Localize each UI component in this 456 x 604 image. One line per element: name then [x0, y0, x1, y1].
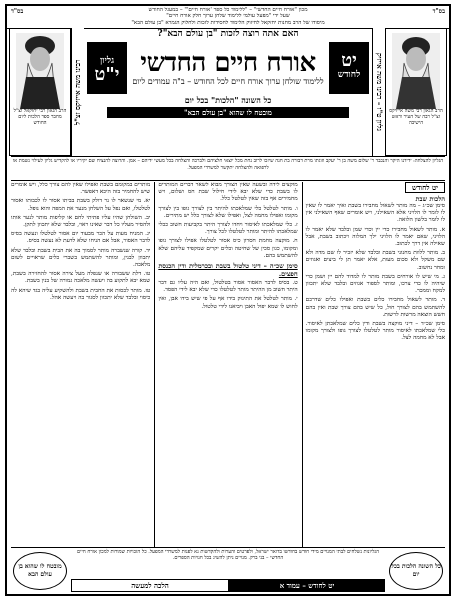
vertical-label-left: רבינו משה אייזיקס זצ"ל	[71, 28, 84, 156]
paragraph: א. מותר לשאול מחבירו כדי יין וכדי שמן ובלבד שלא יאמר לו הלויני, שאם יאמר לו הלויני ילך המלוה ויכתוב בשבת, אבל שאילה אין דרך לכתוב.	[305, 226, 445, 248]
paragraph: טז. מותר לכסות את החבית בשבת ולהשקיע עליה בגד שיהא לה כיסוי ובלבד שלא יתכוון לסגור בה ויעשה אהל.	[11, 287, 151, 301]
footer-bar	[71, 579, 385, 592]
newsletter-page	[5, 4, 451, 596]
corner-mark-left: בס"ד	[11, 8, 24, 15]
paragraph: מותרים במקומם בשבת ואפילו שאין להם צורך כלל, ויש אומרים שיש להחמיר בזה היכא דאפשר.	[11, 182, 151, 196]
paragraph: יב. השולחן שהיו עליו פתיתי לחם או קליפות מותר לנער אותו ולהסיר מעליו כל דבר שאינו ראוי, ובלבד שלא יתכוון לתקן.	[11, 214, 151, 229]
masthead-dateline: כל השונה "הלכות" בכל יום	[184, 95, 272, 105]
publication-title: אורח חיים החדשי	[140, 48, 316, 78]
content-columns	[11, 182, 445, 547]
corner-mark-right: בס"ד	[432, 8, 445, 15]
paragraph: סימן שכ״ד – דיני מוקצה בשבת ודין כלים שמלאכתן לאיסור. כלי שמלאכתו לאיסור מותר לטלטלו לצורך גופו ולצורך מקומו אבל לא מחמה לצל.	[305, 321, 445, 342]
paragraph: יג. המניח מעות על הכר מבעוד יום אסור לטלטלו ונעשה בסיס לדבר האסור, אבל אם הניחו שלא לדעת לא נעשה בסיס.	[11, 231, 151, 245]
paragraph: ו. מותר לטלטל כלי שמלאכתו להיתר בין לצורך גופו בין לצורך מקומו ואפילו מחמה לצל, ואפילו שלא לצורך כלל יש מתירים.	[158, 205, 298, 219]
paragraph: יד. קורה שנשברה מותר לסמוך בה את הבית בשבת ובלבד שלא יתכוון לבנין, ומותר להשתמש בשברי כלים שראויים לשום מלאכה.	[11, 247, 151, 269]
day-block	[329, 42, 369, 94]
footer-text: הגליונות נשלחים לבתי המנויים מידי חודש בחודשו בדואר ישראל, ולפרטים והערות ולהקדשות נא לפנות למשרדי המפעל. כל הזכויות שמורות למכון אורח חיים החדשי – בני ברק. מנויים ניתן להשיג בכל חנויות הספרים.	[77, 549, 379, 562]
header-top-line: שעל ידי "מפעל עולמי ללימוד שלחן ערוך חלק אורח חיים"	[166, 13, 290, 20]
portrait-left	[9, 28, 71, 156]
header-top-line: מיסודו של הרב מחנות יחזקאל לחיזוק הלימוד לחסידות לזכות ולחלוק הגמרא "בן עולם הבא"	[131, 19, 325, 26]
masthead-title-bar	[87, 42, 369, 94]
paragraph: טו. דלת ששבורה או שנפלה מעל צירה אסור להחזירה בשבת, שמא יבא לתקוע בה ויעשה מלאכה גמורה של בנין בשבת.	[11, 271, 151, 285]
paragraph: ט. בסיס לדבר האסור אסור בטלטול, ואם היה עליו גם דבר היתר חשוב מן ההיתר מותר לטלטלו כדי שלא יבא לידי הפסד.	[158, 280, 298, 294]
header-top-strip	[7, 6, 449, 29]
paragraph: יא. מי שנשאר לו נר דולק בשבת בביתו אסור לו לכבותו ואסור לטלטלו, ואם נפל על השלחן מנער את המפה והוא נופל.	[11, 198, 151, 212]
issue-number: י"ט	[94, 64, 120, 85]
footer-tag: הלכה למעשה	[71, 579, 229, 592]
paragraph: ח. מוקצה מחמת חסרון כיס אסור לטלטלו אפילו לצורך גופו ומקומו, כגון סכין של שחיטה וכלים יקרים שמקפיד עליהם שלא להשתמש בהם.	[158, 238, 298, 259]
paragraph: ד. מותר לשאול מחבירו כלים בשבת ואפילו כלים שדרכם להשתמש בהם לצורך חול, כל שיש בהם צורך שבת ואין בהם חשש הוצאה מרשות לרשות.	[305, 297, 445, 318]
content-column-middle	[154, 182, 297, 547]
header-top-line: מכון "אורח חיים החדשי" – "ללימוד כל ספר 'אורח חיים'" – במעגל החודש	[148, 7, 308, 13]
footer-page-label: יט לחודש – עמוד א	[229, 579, 385, 592]
footer-seal-left: מובטח לו שהוא בן עולם הבא	[13, 552, 67, 590]
content-column-right	[302, 182, 445, 547]
paragraph: ב. מותר ללוות מחנוני בשבת ובלבד שלא יזכיר לו שם מדה ולא שם משקל ולא סכום מעות, אלא יאמר תן לי ביצים ואגוזים ומחר נחשוב.	[305, 250, 445, 271]
paragraph: מוקצים לידה ובשעה שאין הצורך מבוא לשאר דברים המותרים לו בשבת כדי שלא יבא לידי חילול שבת חס ושלום, ויש מחמירים אף בזה שאין לטלטל כלל.	[158, 182, 298, 203]
masthead-tagline: האם אתה רוצה לזכות "בן עולם הבא"?	[157, 29, 299, 39]
section-header: סימן שכ״ה – דיני טלטול בשבת ובכרמלית ודין הכנסת חפצים.	[158, 262, 298, 279]
paragraph: סימן שכ״ג – מה מותר לשאול מחבירו בשבת ואיך יאמר לו שאין לו לומר לו הלויני אלא השאילני, ויש אומרים שאף השאילני אין לו לומר בלשון הלואה.	[305, 203, 445, 224]
day-box-label: יט לחודש	[405, 182, 445, 193]
portrait-right	[385, 28, 447, 156]
day-label: לחודש	[337, 70, 361, 80]
issue-label: גליון	[99, 56, 115, 66]
publication-subtitle: ללימוד שולחן ערוך אורח חיים לכל החודש – ב"ה עמודים ליום	[132, 77, 324, 86]
portrait-left-caption: הרב הגאון רבי יחזקאל זצ"ל מחבר ספר הלכות ליום החודש	[13, 108, 67, 127]
paragraph: י. מותר לטלטל את התינוק בידו אף על פי שיש בידו אבן, ואין לחוש לו שמא יפול האבן ויביאנו לידי טלטול.	[158, 296, 298, 310]
sponsorship-notice: הגליון להצלחה: ידידנו היקר והנכבד ר' שלום משה בן ר' יעקב וזוגתו מרת דבורה בת חנה שיזכו לרוב נחת מכל יוצאי חלציהם ולברכה והצלחה בכל מעשי ידיהם – אמן. והרוצה להנציח שם יקיריו או להקדיש גליון לעילוי נשמת או לרפואה ולהצלחה יתקשר למשרדי המפעל.	[11, 156, 445, 181]
masthead-dedication: מובטח לו שהוא "בן עולם הבא"	[107, 107, 349, 118]
day-number: יט	[341, 50, 357, 71]
vertical-label-right: גליון ט"ו – רבינו משה אייזיק	[372, 28, 385, 156]
paragraph: ז. כלי שמלאכתו לאיסור ויחדו לצורך היתר בקביעות חשוב ככלי שמלאכתו להיתר ומותר לטלטלו לכל צורך.	[158, 222, 298, 236]
portrait-right-caption: הרב הגאון רבי משה אייזיקס זצ"ל רבה של העיר וראש הישיבה	[389, 108, 443, 127]
content-column-left	[11, 182, 150, 547]
rabbi-portrait-icon	[392, 33, 440, 109]
issue-block	[87, 42, 127, 94]
footer	[11, 547, 445, 592]
paragraph: ג. מי שיש לו אורחים בשבת מותר לו למדוד להם יין ושמן כדי שיהיה לו כדי צרכו, ומותר לספור אגוזים ובלבד שלא יתכוון למקח וממכר.	[305, 273, 445, 295]
masthead	[87, 28, 369, 148]
title-box	[127, 42, 329, 94]
footer-seal-right: כל השונה הלכות בכל יום	[389, 552, 443, 590]
rabbi-portrait-icon	[16, 33, 64, 109]
section-subheader: הלכות שבת	[415, 195, 445, 203]
